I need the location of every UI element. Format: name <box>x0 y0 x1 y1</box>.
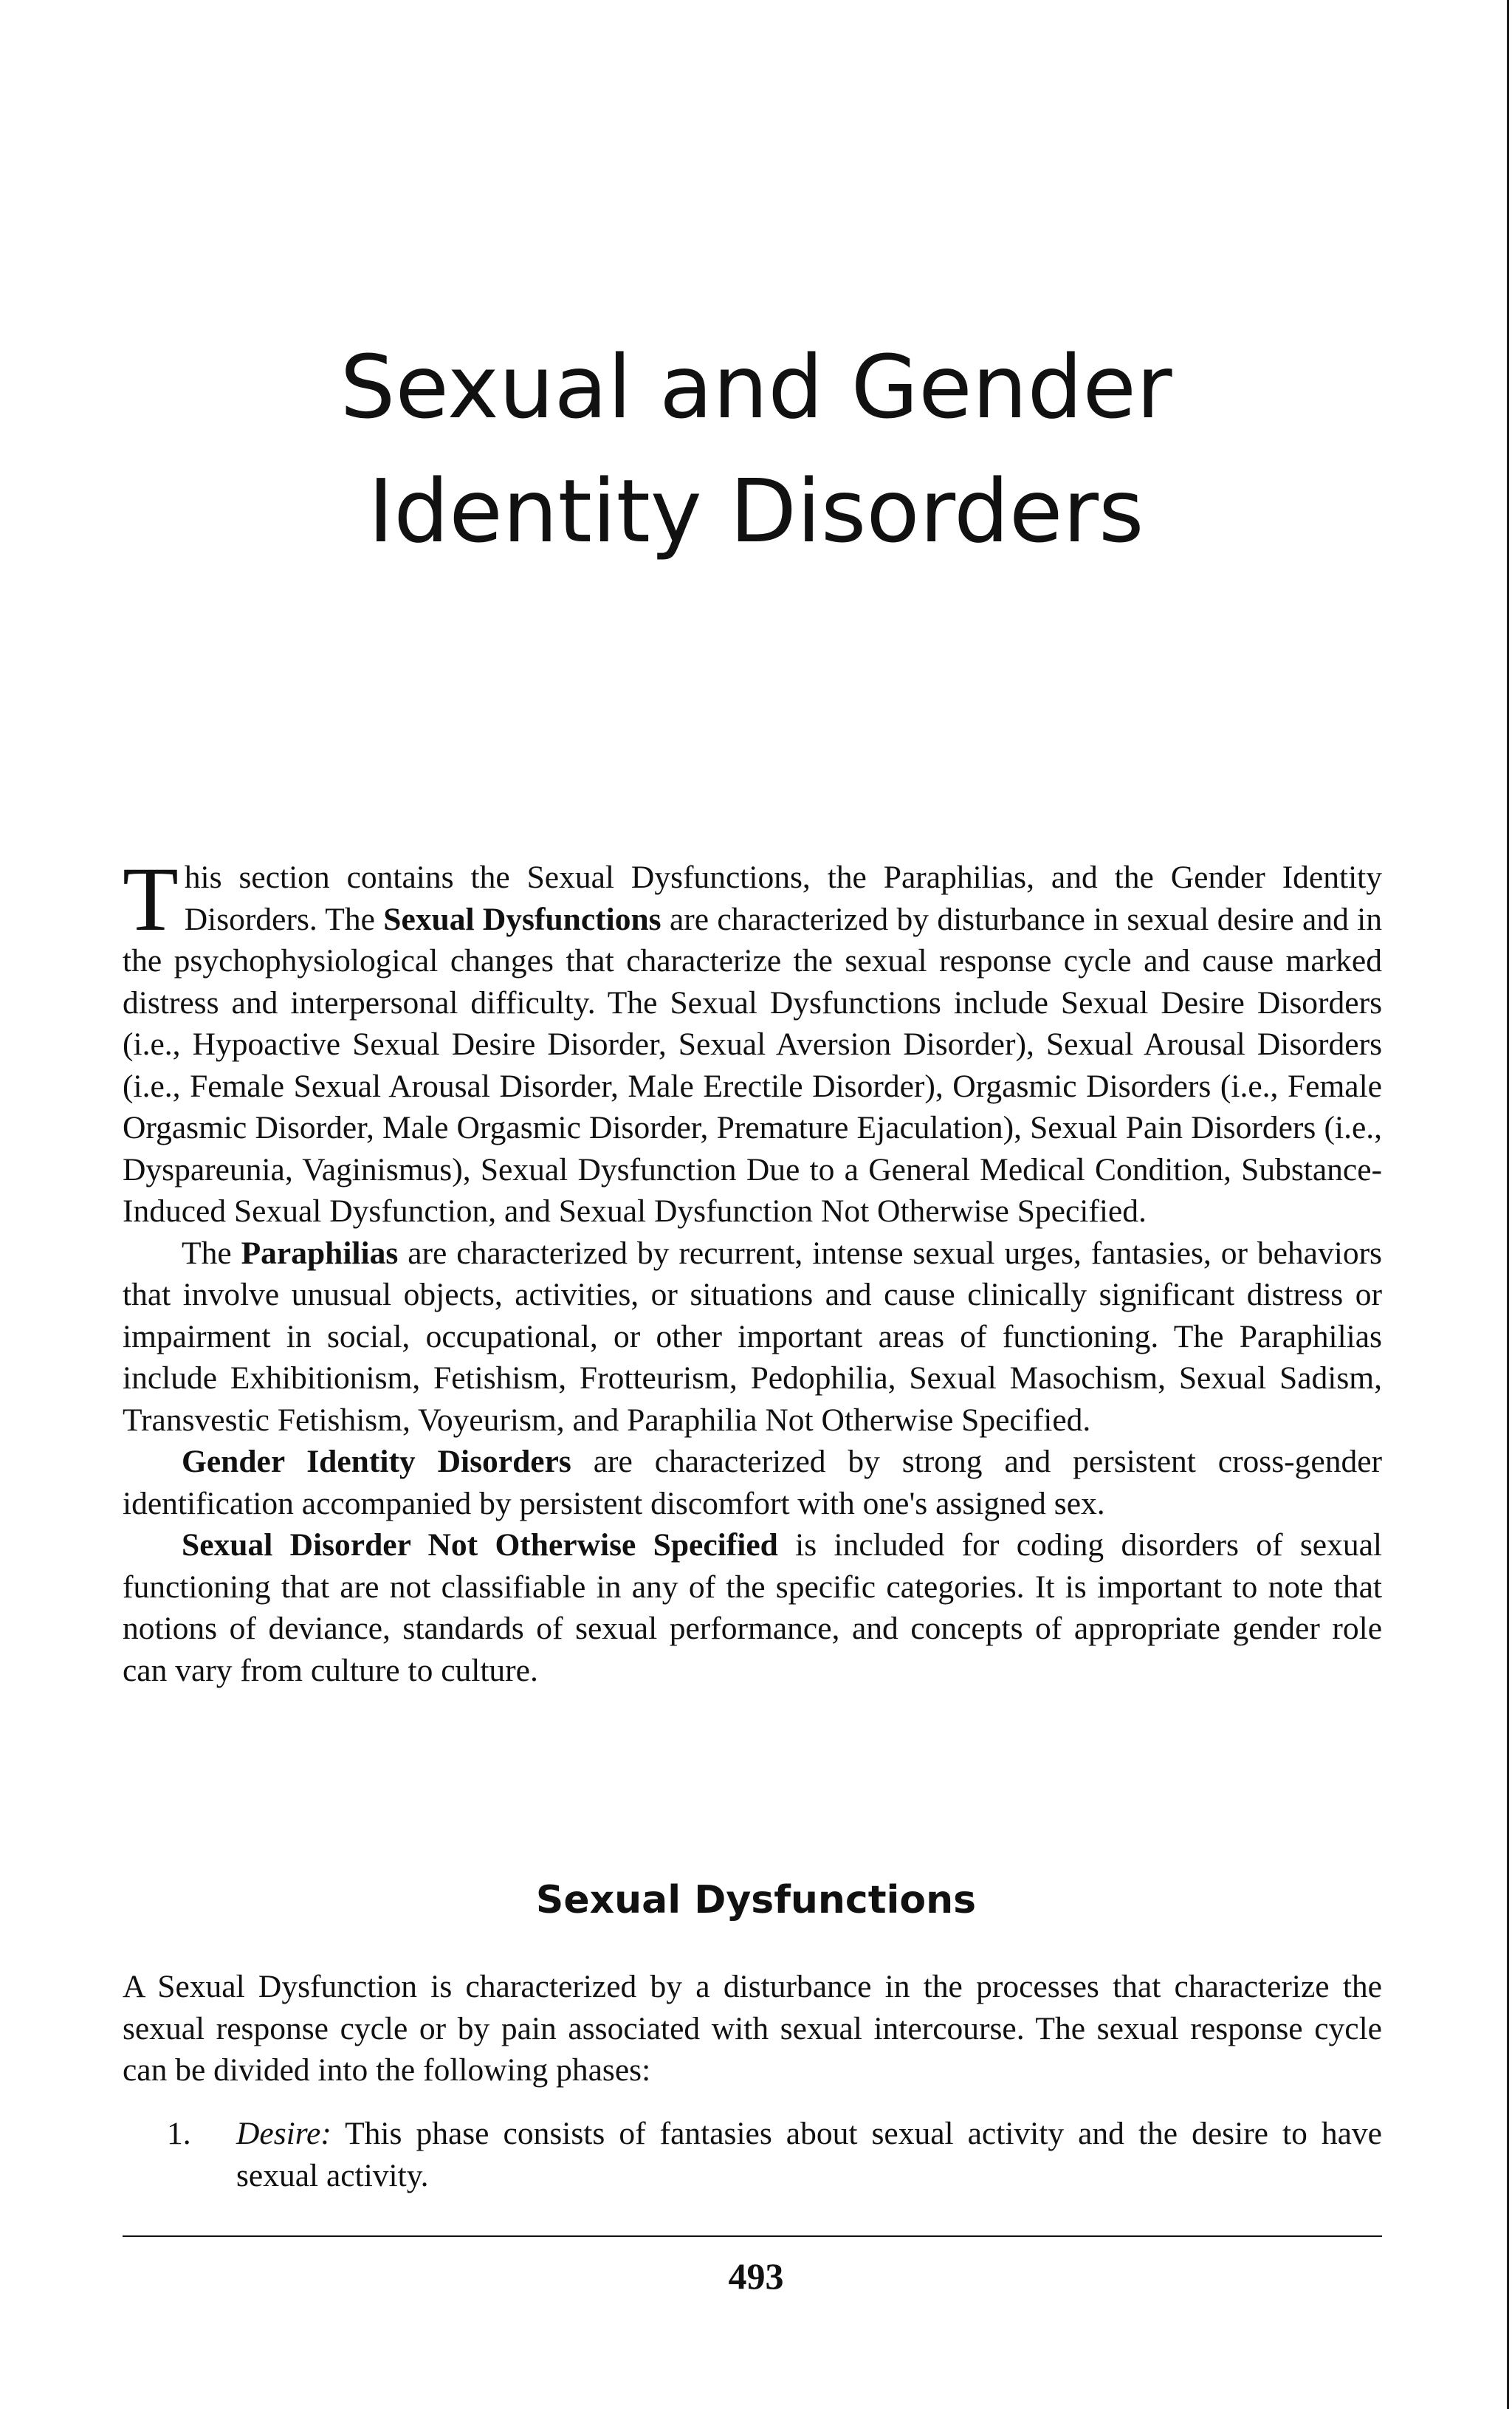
drop-cap: T <box>123 849 179 950</box>
term-sexual-dysfunctions: Sexual Dysfunctions <box>383 901 662 937</box>
term-paraphilias: Paraphilias <box>241 1235 399 1271</box>
list-item-text: This phase consists of fantasies about sexual activity and the desire to have sexual activity. <box>236 2116 1382 2193</box>
phase-list <box>167 2113 1382 2196</box>
page-number: 493 <box>728 2255 784 2297</box>
chapter-title-line-1: Sexual and Gender <box>340 336 1172 438</box>
section-body <box>123 1966 1382 2091</box>
list-item <box>167 2113 1382 2196</box>
chapter-title-line-2: Identity Disorders <box>368 460 1144 562</box>
section-heading: Sexual Dysfunctions <box>535 1878 977 1922</box>
section-paragraph-1: A Sexual Dysfunction is characterized by a disturbance in the processes that characterize the sexual response cycle or by pain associated with sexual intercourse. The sexual response cycle can be divided into the following phases: <box>123 1969 1382 2088</box>
intro-paragraph-2: The Paraphilias are characterized by recurrent, intense sexual urges, fantasies, or behaviors that involve unusual objects, activities, or situations and cause clinically significant distress or impairment in social, occupational, or other important areas of functioning. The Paraphilias include Exhibitionism, Fetishism, Frotteurism, Pedophilia, Sexual Masochism, Sexual Sadism, Transvestic Fetishism, Voyeurism, and Paraphilia Not Otherwise Specified. <box>123 1235 1382 1438</box>
intro-section <box>123 849 1382 1691</box>
intro-paragraph-4: Sexual Disorder Not Otherwise Specified is included for coding disorders of sexual functioning that are not classifiable in any of the specific categories. It is important to note that notions of deviance, standards of sexual performance, and concepts of appropriate gender role can vary from culture to culture. <box>123 1527 1382 1688</box>
term-gender-identity-disorders: Gender Identity Disorders <box>182 1444 571 1479</box>
list-item-term: Desire: <box>236 2116 331 2151</box>
intro-paragraph-1: This section contains the Sexual Dysfunctions, the Paraphilias, and the Gender Identity Disorders. The Sexual Dysfunctions are characterized by disturbance in sexual desire and in the psychophysiological changes that characterize the sexual response cycle and cause marked distress and interpersonal difficulty. The Sexual Dysfunctions include Sexual Desire Disorders (i.e., Hypoactive Sexual Desire Disorder, Sexual Aversion Disorder), Sexual Arousal Disorders (i.e., Female Sexual Arousal Disorder, Male Erectile Disorder), Orgasmic Disorders (i.e., Female Orgasmic Disorder, Male Orgasmic Disorder, Premature Ejaculation), Sexual Pain Disorders (i.e., Dyspareunia, Vaginismus), Sexual Dysfunction Due to a General Medical Condition, Substance-Induced Sexual Dysfunction, and Sexual Dysfunction Not Otherwise Specified. <box>123 849 1382 1229</box>
intro-paragraph-3: Gender Identity Disorders are characterized by strong and persistent cross-gender identification accompanied by persistent discomfort with one's assigned sex. <box>123 1444 1382 1521</box>
chapter-title <box>0 325 1512 573</box>
term-sexual-disorder-nos: Sexual Disorder Not Otherwise Specified <box>182 1527 778 1563</box>
footer-rule <box>123 2235 1382 2237</box>
list-item-number: 1. <box>167 2116 191 2151</box>
